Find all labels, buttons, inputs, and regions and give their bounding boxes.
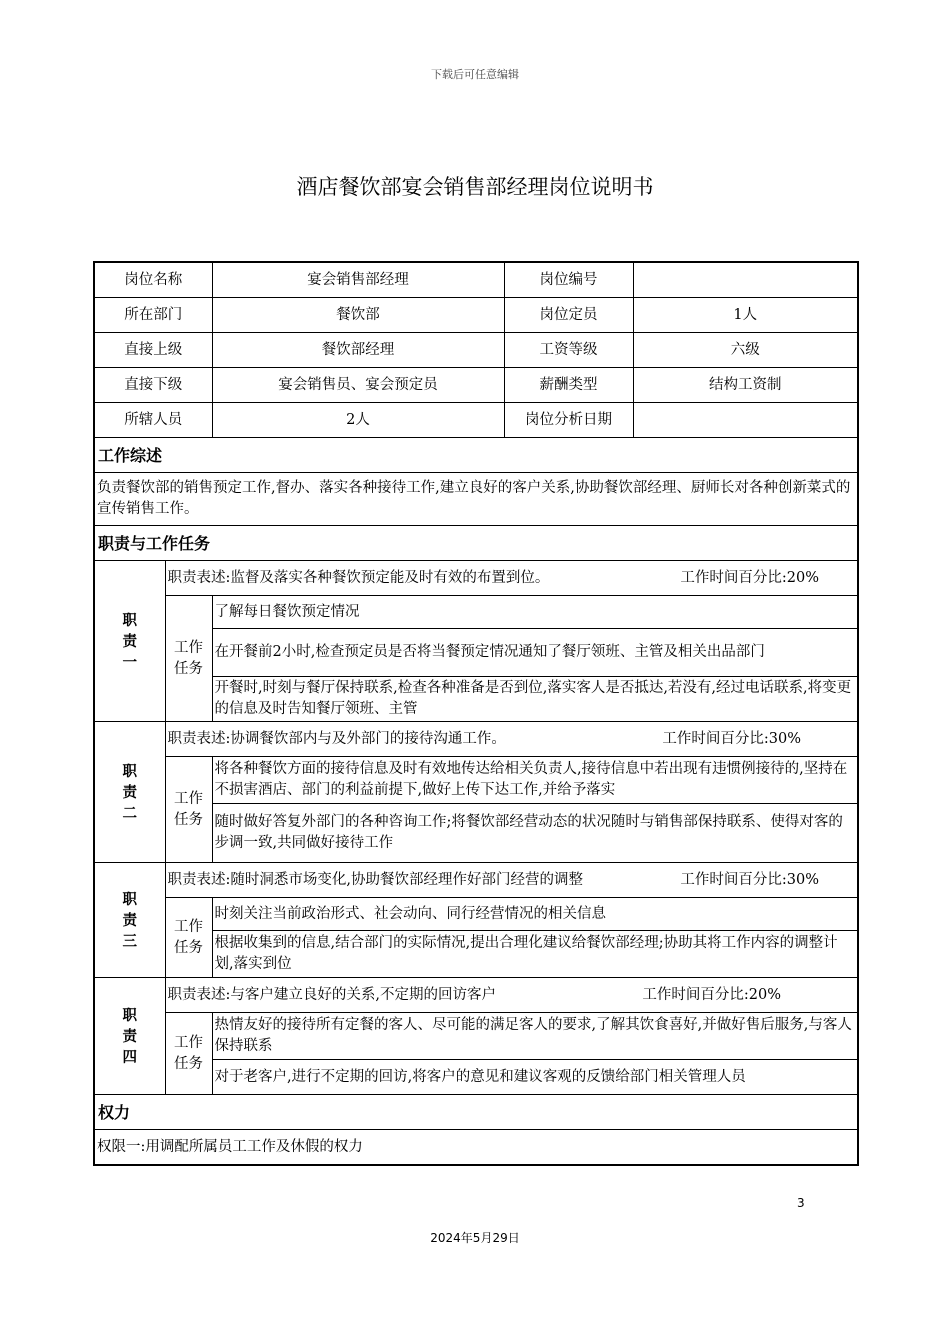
info-row (94, 403, 858, 438)
field-label: 薪酬类型 (504, 368, 633, 403)
time-percent: 工作时间百分比:30% (662, 730, 801, 747)
duty-label-text: 职责二 (122, 762, 137, 822)
task-item: 随时做好答复外部门的各种咨询工作;将餐饮部经营动态的状况随时与销售部保持联系、使得对客的步调一致,共同做好接待工作 (212, 804, 858, 863)
field-value (633, 403, 858, 438)
field-value (633, 262, 858, 298)
task-item: 热情友好的接待所有定餐的客人、尽可能的满足客人的要求,了解其饮食喜好,并做好售后服务,与客人保持联系 (212, 1013, 858, 1060)
task-row (94, 596, 858, 629)
task-row (94, 898, 858, 931)
duty-label (94, 722, 165, 863)
info-row (94, 298, 858, 333)
page-number: 3 (797, 1196, 805, 1210)
task-item: 将各种餐饮方面的接待信息及时有效地传达给相关负责人,接待信息中若出现有违惯例接待的,坚持在不损害酒店、部门的利益前提下,做好上传下达工作,并给予落实 (212, 757, 858, 804)
field-label: 岗位编号 (504, 262, 633, 298)
field-value: 宴会销售员、宴会预定员 (212, 368, 504, 403)
duty-statement-row (94, 561, 858, 596)
summary-row (94, 473, 858, 526)
duty-label-text: 职责三 (122, 890, 137, 950)
field-value: 2人 (212, 403, 504, 438)
duties-heading-row (94, 526, 858, 561)
field-label: 工资等级 (504, 333, 633, 368)
task-label: 工作任务 (174, 790, 203, 828)
field-value: 结构工资制 (633, 368, 858, 403)
rights-item: 权限一:用调配所属员工工作及休假的权力 (94, 1130, 858, 1166)
field-value: 宴会销售部经理 (212, 262, 504, 298)
page-title: 酒店餐饮部宴会销售部经理岗位说明书 (296, 175, 654, 199)
task-item: 了解每日餐饮预定情况 (212, 596, 858, 629)
summary-heading: 工作综述 (94, 438, 858, 473)
rights-heading-row (94, 1095, 858, 1130)
rights-heading: 权力 (94, 1095, 858, 1130)
duties-heading: 职责与工作任务 (94, 526, 858, 561)
field-label: 岗位名称 (94, 262, 212, 298)
header-note: 下载后可任意编辑 (431, 68, 519, 81)
duty-label-text: 职责一 (122, 611, 137, 671)
field-label: 所在部门 (94, 298, 212, 333)
task-label: 工作任务 (174, 639, 203, 677)
field-label: 直接下级 (94, 368, 212, 403)
info-row (94, 333, 858, 368)
field-label: 岗位定员 (504, 298, 633, 333)
summary-heading-row (94, 438, 858, 473)
task-item: 根据收集到的信息,结合部门的实际情况,提出合理化建议给餐饮部经理;协助其将工作内容的调整计划,落实到位 (212, 931, 858, 978)
rights-row (94, 1130, 858, 1166)
time-percent: 工作时间百分比:30% (680, 871, 819, 888)
info-row (94, 368, 858, 403)
summary-text: 负责餐饮部的销售预定工作,督办、落实各种接待工作,建立良好的客户关系,协助餐饮部经理、厨师长对各种创新菜式的宣传销售工作。 (94, 473, 858, 526)
task-item: 开餐时,时刻与餐厅保持联系,检查各种准备是否到位,落实客人是否抵达,若没有,经过电话联系,将变更的信息及时告知餐厅领班、主管 (212, 677, 858, 722)
field-value: 餐饮部经理 (212, 333, 504, 368)
duty-statement: 职责表述:与客户建立良好的关系,不定期的回访客户 (167, 986, 496, 1003)
task-row (94, 1013, 858, 1060)
time-percent: 工作时间百分比:20% (680, 569, 819, 586)
field-label: 所辖人员 (94, 403, 212, 438)
duty-statement: 职责表述:监督及落实各种餐饮预定能及时有效的布置到位。 (167, 569, 550, 586)
info-row (94, 262, 858, 298)
duty-statement: 职责表述:随时洞悉市场变化,协助餐饮部经理作好部门经营的调整 (167, 871, 583, 888)
field-value: 餐饮部 (212, 298, 504, 333)
duty-label (94, 863, 165, 978)
task-item: 时刻关注当前政治形式、社会动向、同行经营情况的相关信息 (212, 898, 858, 931)
duty-label-text: 职责四 (122, 1006, 137, 1066)
field-value: 1人 (633, 298, 858, 333)
duty-statement-row (94, 722, 858, 757)
task-row (94, 757, 858, 804)
job-description-table (93, 261, 859, 1166)
task-item: 在开餐前2小时,检查预定员是否将当餐预定情况通知了餐厅领班、主管及相关出品部门 (212, 629, 858, 677)
field-value: 六级 (633, 333, 858, 368)
task-label: 工作任务 (174, 1034, 203, 1072)
task-label: 工作任务 (174, 918, 203, 956)
duty-statement-row (94, 863, 858, 898)
duty-statement-row (94, 978, 858, 1013)
footer-date: 2024年5月29日 (430, 1231, 520, 1245)
field-label: 岗位分析日期 (504, 403, 633, 438)
duty-label (94, 561, 165, 722)
time-percent: 工作时间百分比:20% (642, 986, 781, 1003)
duty-label (94, 978, 165, 1095)
duty-statement: 职责表述:协调餐饮部内与及外部门的接待沟通工作。 (167, 730, 506, 747)
task-item: 对于老客户,进行不定期的回访,将客户的意见和建议客观的反馈给部门相关管理人员 (212, 1060, 858, 1095)
field-label: 直接上级 (94, 333, 212, 368)
